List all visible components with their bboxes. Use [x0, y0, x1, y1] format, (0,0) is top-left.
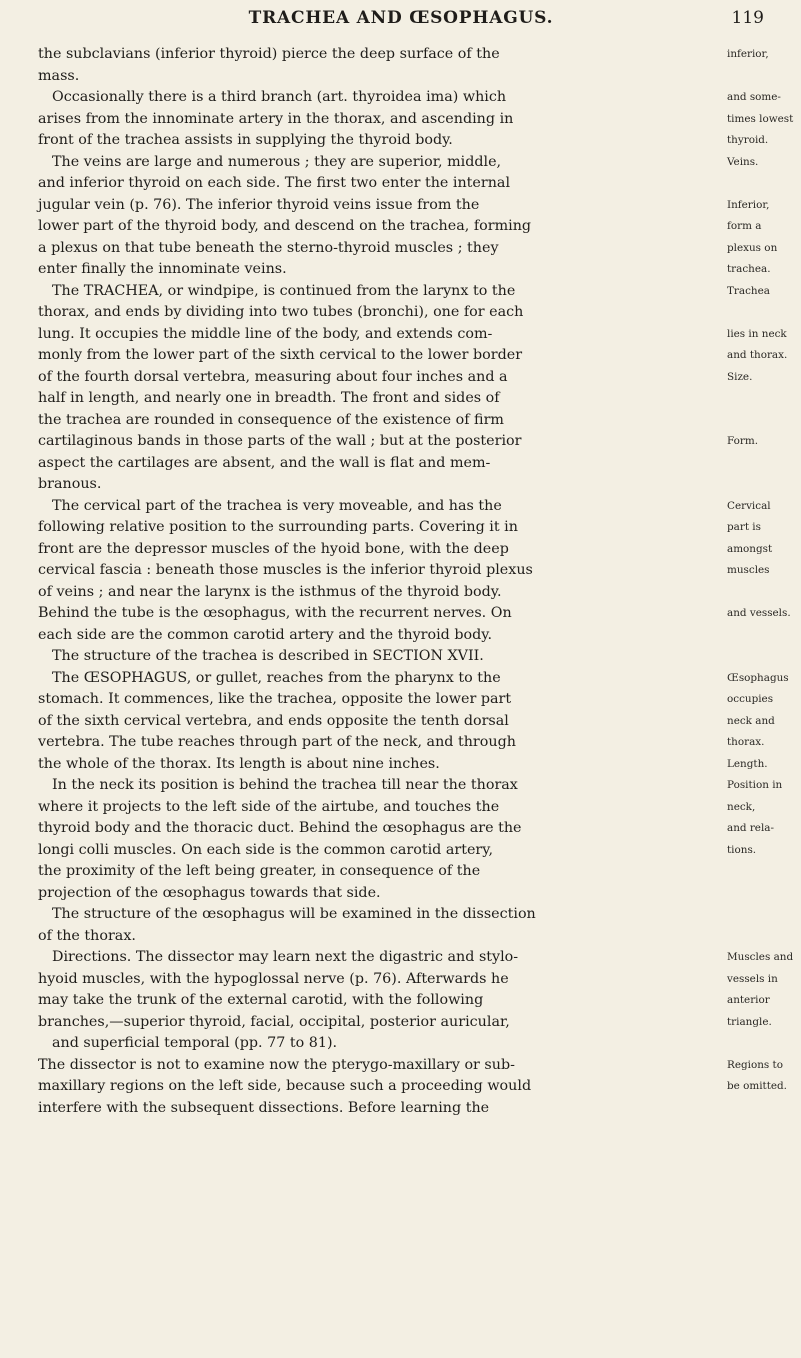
margin-note-line — [727, 582, 801, 604]
margin-note-line: Muscles and — [727, 951, 794, 963]
body-line: following relative position to the surrounding parts. Covering it in — [38, 519, 518, 535]
margin-note-line: lies in neck — [727, 327, 787, 340]
body-line: The dissector is not to examine now the pterygo-maxillary or sub- — [38, 1056, 515, 1073]
body-line: monly from the lower part of the sixth cervical to the lower border — [38, 347, 523, 363]
page-number: 119 — [731, 8, 764, 28]
margin-note-line: Inferior, — [727, 198, 770, 211]
body-line: vertebra. The tube reaches through part of the neck, and through — [38, 734, 516, 750]
margin-note-line — [727, 1033, 801, 1055]
body-line: maxillary regions on the left side, because such a proceeding would — [38, 1078, 532, 1094]
body-text — [38, 44, 723, 1119]
margin-note-line: thyroid. — [727, 134, 769, 146]
body-line: thyroid body and the thoracic duct. Behind the œsophagus are the — [38, 820, 522, 836]
margin-note-line — [727, 904, 801, 926]
body-line: enter finally the innominate veins. — [38, 261, 287, 277]
margin-note-line: neck and — [727, 714, 775, 727]
margin-note-line: part is — [727, 521, 761, 533]
margin-note-line — [727, 453, 801, 475]
margin-note-line: occupies — [727, 693, 774, 705]
margin-note-line — [727, 883, 801, 905]
margin-note-line — [727, 173, 801, 195]
body-line: mass. — [38, 67, 80, 84]
body-line: each side are the common carotid artery and the thyroid body. — [38, 626, 492, 643]
margin-note-line: and some- — [727, 91, 781, 103]
margin-note-line: trachea. — [727, 263, 771, 275]
margin-note-line — [727, 302, 801, 324]
body-line: aspect the cartilages are absent, and the wall is flat and mem- — [38, 454, 491, 471]
body-line: branches,—superior thyroid, facial, occipital, posterior auricular, — [38, 1013, 510, 1030]
body-line: front of the trachea assists in supplying the thyroid body. — [38, 132, 453, 148]
body-line: the trachea are rounded in consequence of the existence of firm — [38, 411, 504, 428]
margin-note-line — [727, 926, 801, 948]
page-header — [38, 8, 764, 38]
running-title: TRACHEA AND ŒSOPHAGUS. — [248, 8, 554, 28]
body-line: of the thorax. — [38, 927, 136, 944]
body-line: lower part of the thyroid body, and descend on the trachea, forming — [38, 218, 532, 234]
body-line: The TRACHEA, or windpipe, is continued from the larynx to the — [52, 282, 516, 299]
body-line: where it projects to the left side of the airtube, and touches the — [38, 798, 500, 815]
body-line: cervical fascia : beneath those muscles is the inferior thyroid plexus — [38, 562, 533, 578]
body-line: hyoid muscles, with the hypoglossal nerve (p. 76). Afterwards he — [38, 970, 509, 987]
margin-note-line: times lowest — [727, 112, 794, 125]
body-line: and inferior thyroid on each side. The first two enter the internal — [38, 175, 511, 191]
margin-note-line — [727, 1098, 801, 1120]
margin-note-line — [727, 646, 801, 668]
margin-note-line: and thorax. — [727, 349, 788, 361]
body-line: of the fourth dorsal vertebra, measuring about four inches and a — [38, 368, 508, 385]
body-line: The ŒSOPHAGUS, or gullet, reaches from the pharynx to the — [52, 669, 501, 686]
body-line: of the sixth cervical vertebra, and ends opposite the tenth dorsal — [38, 712, 509, 729]
body-line: branous. — [38, 476, 102, 492]
margin-note-line: Form. — [727, 435, 759, 447]
margin-note-line — [727, 625, 801, 647]
margin-note-line — [727, 66, 801, 88]
body-line: the proximity of the left being greater, in consequence of the — [38, 863, 481, 879]
margin-note-line: Size. — [727, 370, 753, 383]
body-line: a plexus on that tube beneath the sterno-thyroid muscles ; they — [38, 239, 499, 256]
body-line: lung. It occupies the middle line of the body, and extends com- — [38, 325, 493, 342]
margin-note-line: Cervical — [727, 499, 771, 512]
body-line: Behind the tube is the œsophagus, with the recurrent nerves. On — [38, 605, 512, 621]
margin-note-line: triangle. — [727, 1015, 772, 1028]
body-line: Directions. The dissector may learn next the digastric and stylo- — [52, 949, 519, 965]
body-line: longi colli muscles. On each side is the common carotid artery, — [38, 841, 493, 858]
margin-note-line: thorax. — [727, 736, 765, 748]
body-line: The structure of the œsophagus will be examined in the dissection — [52, 906, 536, 922]
body-line: Occasionally there is a third branch (art. thyroidea ima) which — [52, 89, 507, 105]
margin-note-line — [727, 474, 801, 496]
margin-note-line: plexus on — [727, 241, 778, 254]
margin-note-line: Œsophagus — [727, 671, 789, 684]
body-line: and superficial temporal (pp. 77 to 81). — [52, 1035, 338, 1051]
body-line: The cervical part of the trachea is very moveable, and has the — [52, 497, 502, 514]
margin-note-line: anterior — [727, 994, 770, 1006]
margin-note-line: amongst — [727, 542, 773, 555]
margin-note-line: Trachea — [727, 284, 770, 297]
body-line: stomach. It commences, like the trachea, opposite the lower part — [38, 691, 512, 707]
body-line: The structure of the trachea is described in SECTION XVII. — [52, 648, 484, 664]
body-line: front are the depressor muscles of the hyoid bone, with the deep — [38, 540, 509, 557]
body-line: projection of the œsophagus towards that side. — [38, 884, 381, 901]
margin-note-line: inferior, — [727, 48, 769, 60]
body-line: half in length, and nearly one in breadth. The front and sides of — [38, 390, 500, 406]
margin-note-line: Regions to — [727, 1058, 783, 1071]
margin-note-line: Length. — [727, 757, 768, 770]
body-line: interfere with the subsequent dissections. Before learning the — [38, 1099, 490, 1116]
margin-note-line: and rela- — [727, 822, 774, 834]
body-line: jugular vein (p. 76). The inferior thyroid veins issue from the — [38, 196, 480, 213]
body-line: arises from the innominate artery in the thorax, and ascending in — [38, 110, 514, 127]
margin-note-line — [727, 388, 801, 410]
margin-notes — [727, 44, 801, 1119]
margin-note-line: Position in — [727, 779, 783, 791]
margin-note-line: muscles — [727, 564, 770, 576]
body-line: In the neck its position is behind the trachea till near the thorax — [52, 777, 518, 793]
body-line: The veins are large and numerous ; they are superior, middle, — [52, 153, 502, 170]
margin-note-line: tions. — [727, 843, 757, 856]
margin-note-line: be omitted. — [727, 1080, 787, 1092]
margin-note-line: Veins. — [727, 155, 759, 168]
margin-note-line — [727, 861, 801, 883]
body-line: may take the trunk of the external carotid, with the following — [38, 992, 484, 1008]
margin-note-line — [727, 410, 801, 432]
margin-note-line: and vessels. — [727, 607, 791, 619]
body-line: the whole of the thorax. Its length is about nine inches. — [38, 755, 440, 772]
margin-note-line: form a — [727, 220, 762, 232]
margin-note-line: vessels in — [727, 972, 778, 985]
body-line: thorax, and ends by dividing into two tubes (bronchi), one for each — [38, 304, 524, 320]
margin-note-line: neck, — [727, 800, 756, 813]
body-line: of veins ; and near the larynx is the isthmus of the thyroid body. — [38, 583, 502, 600]
body-line: the subclavians (inferior thyroid) pierce the deep surface of the — [38, 46, 500, 62]
body-line: cartilaginous bands in those parts of the wall ; but at the posterior — [38, 433, 522, 449]
